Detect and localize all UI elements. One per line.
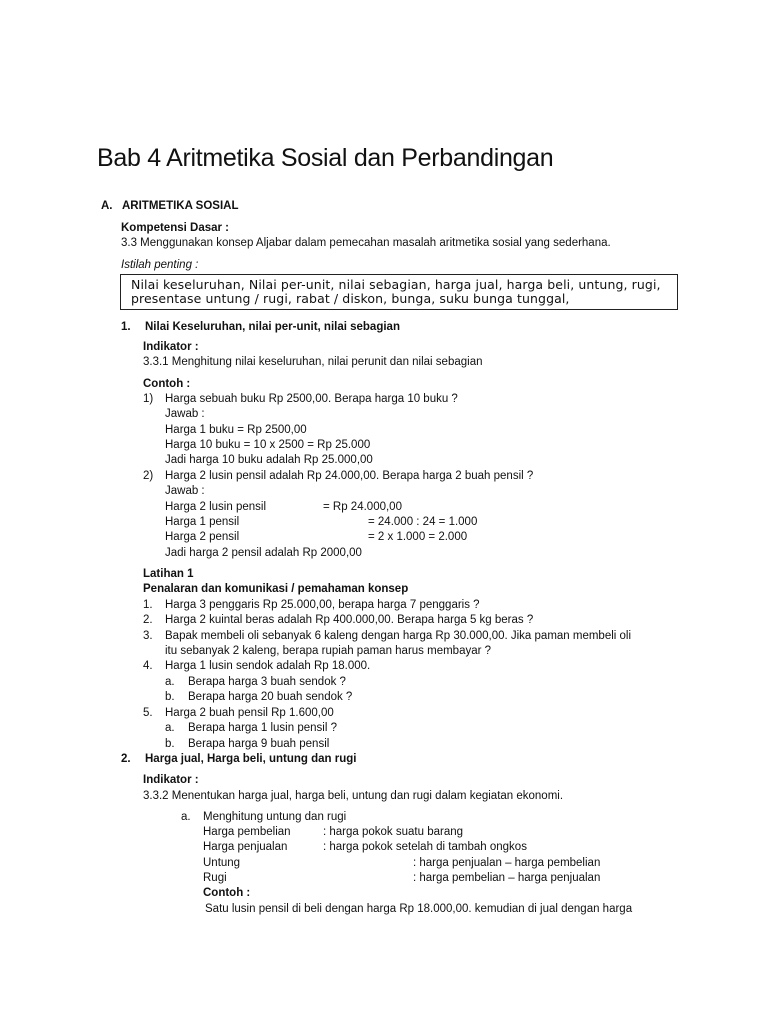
sub2-contoh-text: Satu lusin pensil di beli dengan harga Rp 18.000,00. kemudian di jual dengan harga	[205, 903, 633, 915]
ex2-row-3-value: = 2 x 1.000 = 2.000	[368, 531, 468, 543]
kompetensi-text: 3.3 Menggunakan konsep Aljabar dalam pemecahan masalah aritmetika sosial yang sederhana.	[121, 237, 611, 249]
latihan-item-text-cont: itu sebanyak 2 kaleng, berapa rupiah paman harus membayar ?	[165, 645, 492, 657]
latihan-item-text: Bapak membeli oli sebanyak 6 kaleng dengan harga Rp 30.000,00. Jika paman membeli oli	[165, 630, 632, 642]
latihan-subitem-letter: a.	[165, 722, 175, 734]
latihan-item-number: 1.	[143, 599, 153, 611]
sub1-heading: Nilai Keseluruhan, nilai per-unit, nilai sebagian	[145, 321, 400, 333]
istilah-line-1: Nilai keseluruhan, Nilai per-unit, nilai sebagian, harga jual, harga beli, untung, rugi,	[131, 277, 661, 292]
istilah-line-2: presentase untung / rugi, rabat / diskon, bunga, suku bunga tunggal,	[131, 291, 570, 306]
sub2-a-letter: a.	[181, 811, 191, 823]
latihan-item-text: Harga 2 kuintal beras adalah Rp 400.000,00. Berapa harga 5 kg beras ?	[165, 614, 534, 626]
def-label: Harga pembelian	[203, 826, 291, 838]
kompetensi-label: Kompetensi Dasar :	[121, 222, 230, 234]
sub1-indikator-label: Indikator :	[143, 341, 199, 353]
section-a-heading: ARITMETIKA SOSIAL	[122, 200, 239, 212]
sub1-contoh-label: Contoh :	[143, 378, 191, 390]
ex2-number: 2)	[143, 470, 154, 482]
latihan-subitem-text: Berapa harga 3 buah sendok ?	[188, 676, 346, 688]
ex1-question: Harga sebuah buku Rp 2500,00. Berapa harga 10 buku ?	[165, 393, 458, 405]
def-label: Harga penjualan	[203, 841, 288, 853]
sub1-indikator-text: 3.3.1 Menghitung nilai keseluruhan, nilai perunit dan nilai sebagian	[143, 356, 483, 368]
latihan-item-text: Harga 3 penggaris Rp 25.000,00, berapa harga 7 penggaris ?	[165, 599, 480, 611]
ex1-line-2: Harga 10 buku = 10 x 2500 = Rp 25.000	[165, 439, 371, 451]
istilah-box	[120, 274, 678, 310]
ex2-row-1-label: Harga 2 lusin pensil	[165, 501, 267, 513]
ex2-conclusion: Jadi harga 2 pensil adalah Rp 2000,00	[165, 547, 362, 559]
latihan-subitem-text: Berapa harga 20 buah sendok ?	[188, 691, 353, 703]
latihan-subitem-text: Berapa harga 9 buah pensil	[188, 738, 330, 750]
latihan-subitem-letter: b.	[165, 738, 175, 750]
ex2-question: Harga 2 lusin pensil adalah Rp 24.000,00. Berapa harga 2 buah pensil ?	[165, 470, 534, 482]
latihan-subitem-text: Berapa harga 1 lusin pensil ?	[188, 722, 337, 734]
def-label: Rugi	[203, 872, 227, 884]
def-label: Untung	[203, 857, 241, 869]
latihan-item-number: 4.	[143, 660, 153, 672]
latihan-subtitle: Penalaran dan komunikasi / pemahaman konsep	[143, 583, 409, 595]
ex1-line-3: Jadi harga 10 buku adalah Rp 25.000,00	[165, 454, 373, 466]
def-value: : harga pokok suatu barang	[323, 826, 464, 838]
latihan-item-number: 3.	[143, 630, 153, 642]
latihan-subitem-letter: b.	[165, 691, 175, 703]
latihan-item-number: 5.	[143, 707, 153, 719]
sub1-number: 1.	[121, 321, 131, 333]
def-value: : harga pembelian – harga penjualan	[413, 872, 601, 884]
ex1-jawab: Jawab :	[165, 408, 205, 420]
page-title: Bab 4 Aritmetika Sosial dan Perbandingan	[97, 144, 554, 172]
def-value: : harga pokok setelah di tambah ongkos	[323, 841, 527, 853]
section-a-letter: A.	[101, 200, 113, 212]
latihan-subitem-letter: a.	[165, 676, 175, 688]
ex1-line-1: Harga 1 buku = Rp 2500,00	[165, 424, 307, 436]
ex2-jawab: Jawab :	[165, 485, 205, 497]
sub2-indikator-text: 3.3.2 Menentukan harga jual, harga beli, untung dan rugi dalam kegiatan ekonomi.	[143, 790, 564, 802]
ex2-row-1-value: = Rp 24.000,00	[323, 501, 402, 513]
latihan-item-text: Harga 1 lusin sendok adalah Rp 18.000.	[165, 660, 371, 672]
sub2-number: 2.	[121, 753, 131, 765]
def-value: : harga penjualan – harga pembelian	[413, 857, 601, 869]
sub2-a-title: Menghitung untung dan rugi	[203, 811, 347, 823]
istilah-label: Istilah penting :	[121, 259, 199, 271]
latihan-item-number: 2.	[143, 614, 153, 626]
sub2-contoh-label: Contoh :	[203, 887, 251, 899]
sub2-indikator-label: Indikator :	[143, 774, 199, 786]
ex2-row-3-label: Harga 2 pensil	[165, 531, 240, 543]
ex2-row-2-label: Harga 1 pensil	[165, 516, 240, 528]
latihan-label: Latihan 1	[143, 568, 194, 580]
sub2-heading: Harga jual, Harga beli, untung dan rugi	[145, 753, 357, 765]
ex2-row-2-value: = 24.000 : 24 = 1.000	[368, 516, 478, 528]
latihan-item-text: Harga 2 buah pensil Rp 1.600,00	[165, 707, 334, 719]
ex1-number: 1)	[143, 393, 154, 405]
